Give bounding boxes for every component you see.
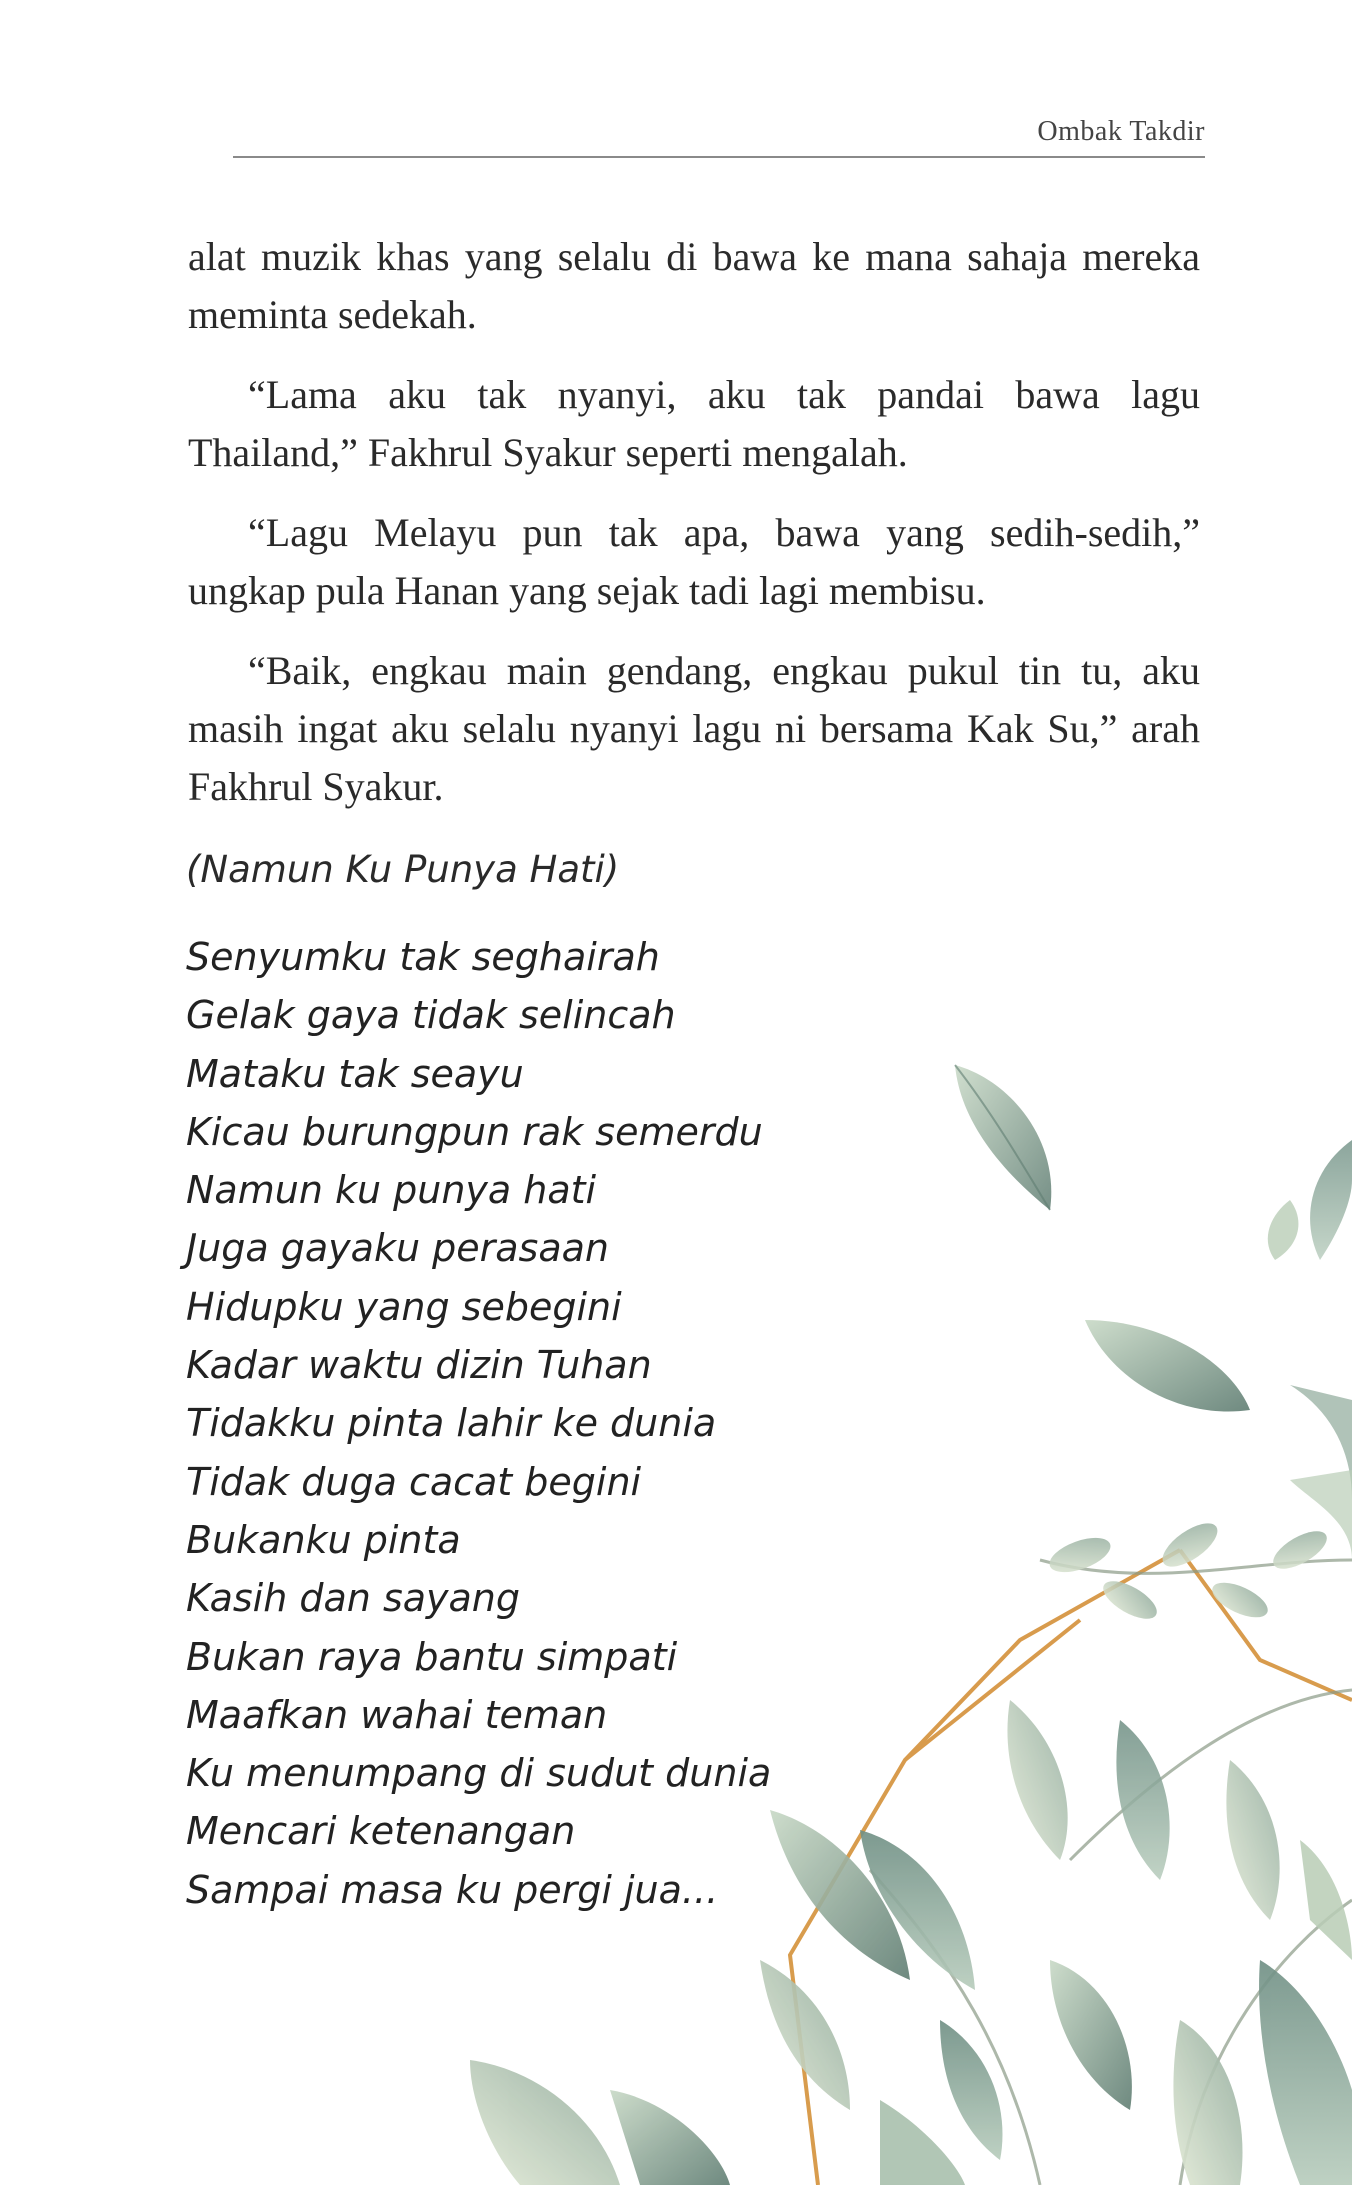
paragraph: “Lama aku tak nyanyi, aku tak pandai bawa lagu Thailand,” Fakhrul Syakur seperti mengalah. xyxy=(188,372,1200,475)
leaf-icon xyxy=(955,1065,1051,1210)
lyric-line: Mataku tak seayu xyxy=(186,1051,524,1096)
lyric-line: Namun ku punya hati xyxy=(186,1168,597,1213)
lyric-line: Maafkan wahai teman xyxy=(186,1692,608,1737)
song-title: (Namun Ku Punya Hati) xyxy=(186,848,620,891)
body-text xyxy=(188,228,1200,838)
lyric-line: Senyumku tak seghairah xyxy=(186,935,660,979)
leaf-icon xyxy=(1310,1140,1352,1260)
leaf-icon xyxy=(770,1810,910,1980)
paragraph: “Lagu Melayu pun tak apa, bawa yang sedih-sedih,” ungkap pula Hanan yang sejak tadi lagi membisu. xyxy=(188,510,1200,613)
paragraph: alat muzik khas yang selalu di bawa ke mana sahaja mereka meminta sedekah. xyxy=(188,234,1200,337)
lyric-line: Juga gayaku perasaan xyxy=(186,1226,609,1271)
lyric-line: Tidakku pinta lahir ke dunia xyxy=(186,1401,717,1446)
lyric-line: Bukanku pinta xyxy=(186,1517,461,1562)
lyric-line: Kadar waktu dizin Tuhan xyxy=(186,1343,652,1388)
lyric-line: Bukan raya bantu simpati xyxy=(186,1634,678,1679)
leaf-icon xyxy=(1085,1320,1250,1412)
lyric-line: Kasih dan sayang xyxy=(186,1576,521,1621)
page-header xyxy=(233,116,1205,158)
lyric-line: Ku menumpang di sudut dunia xyxy=(186,1751,772,1796)
lyric-line: Gelak gaya tidak selincah xyxy=(186,993,676,1038)
lyric-line: Mencari ketenangan xyxy=(186,1809,576,1854)
gold-frame-icon xyxy=(790,1550,1352,2185)
paragraph: “Baik, engkau main gendang, engkau pukul tin tu, aku masih ingat aku selalu nyanyi lagu ni bersama Kak Su,” arah Fakhrul Syakur. xyxy=(188,648,1200,809)
running-title: Ombak Takdir xyxy=(1037,116,1205,147)
lyric-line: Kicau burungpun rak semerdu xyxy=(186,1109,763,1154)
song-lyrics xyxy=(186,928,771,1919)
lyric-line: Hidupku yang sebegini xyxy=(186,1284,622,1329)
lyric-line: Tidak duga cacat begini xyxy=(186,1459,642,1504)
lyric-line: Sampai masa ku pergi jua... xyxy=(186,1867,719,1912)
